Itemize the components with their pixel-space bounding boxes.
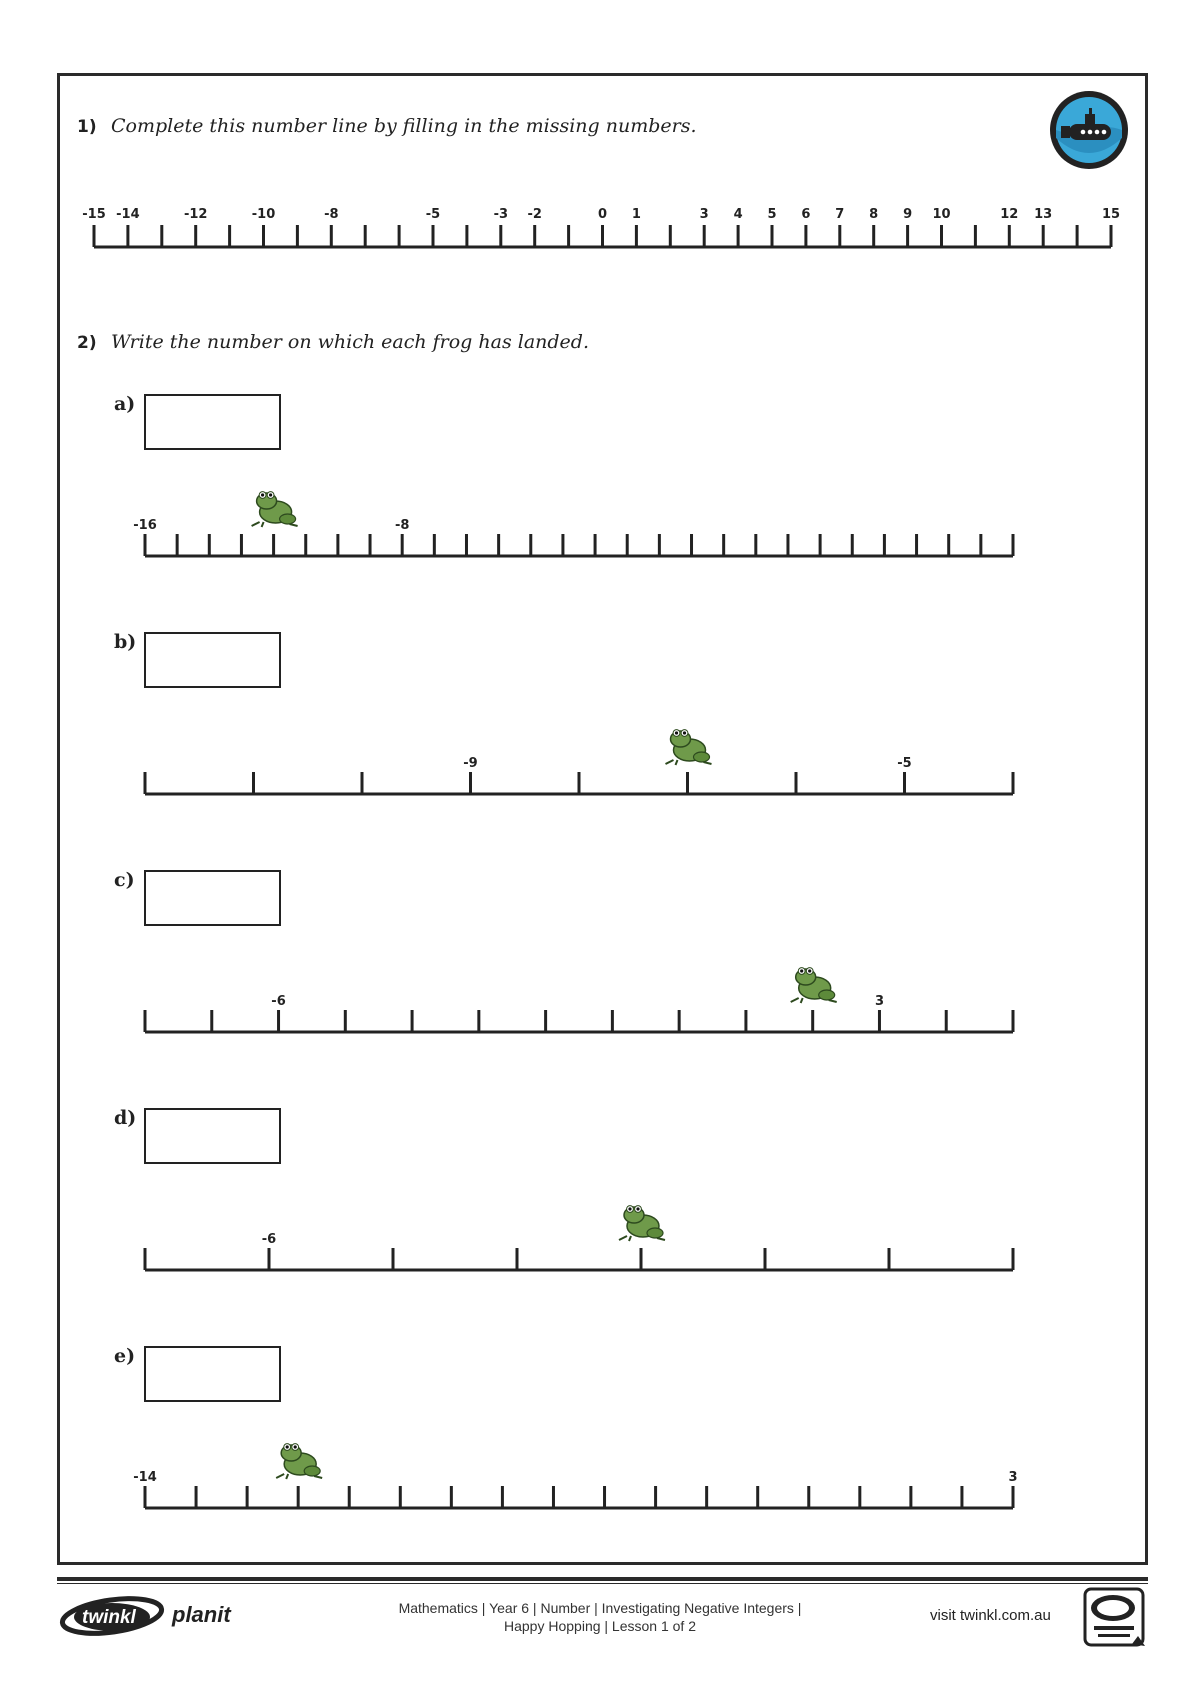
frog-icon bbox=[666, 730, 712, 765]
part-b-label: b) bbox=[114, 631, 137, 653]
part-d-label: d) bbox=[114, 1107, 137, 1129]
frog-number-line-e bbox=[133, 1444, 1017, 1508]
number-line-label: 9 bbox=[903, 207, 913, 222]
number-line-label: -15 bbox=[82, 207, 106, 222]
number-line-label: -8 bbox=[324, 207, 339, 222]
number-line-label: 1 bbox=[631, 207, 641, 222]
number-line-label: -6 bbox=[271, 994, 286, 1009]
number-line-label: 3 bbox=[1008, 1470, 1018, 1485]
number-line-label: 12 bbox=[1000, 207, 1019, 222]
part-e-label: e) bbox=[114, 1345, 136, 1367]
number-line-label: -5 bbox=[425, 207, 441, 222]
number-line-label: -9 bbox=[463, 756, 478, 771]
number-line-label: -14 bbox=[116, 207, 140, 222]
number-line-label: 3 bbox=[874, 994, 884, 1009]
number-line-label: -8 bbox=[394, 518, 410, 533]
number-line-label: 4 bbox=[733, 207, 743, 222]
number-line-label: -2 bbox=[527, 207, 542, 222]
question-1-number: 1) bbox=[77, 117, 97, 137]
part-a-label: a) bbox=[114, 393, 136, 415]
number-line-label: -10 bbox=[251, 207, 276, 222]
footer-line-1: Mathematics | Year 6 | Number | Investigating Negative Integers | bbox=[398, 1600, 802, 1616]
frog-icon bbox=[619, 1206, 665, 1241]
number-line-label: -6 bbox=[261, 1232, 277, 1247]
part-c-label: c) bbox=[114, 869, 135, 891]
footer-description bbox=[300, 1599, 900, 1635]
number-line-label: 7 bbox=[835, 207, 845, 222]
number-line-label: -3 bbox=[493, 207, 509, 222]
number-line-label: 15 bbox=[1101, 207, 1121, 222]
frog-icon bbox=[276, 1444, 322, 1479]
number-line-label: 10 bbox=[932, 207, 951, 222]
number-line-label: -14 bbox=[133, 1470, 157, 1485]
planit-logo: planit bbox=[172, 1602, 231, 1627]
frog-icon bbox=[252, 492, 298, 527]
number-line-label: 3 bbox=[699, 207, 709, 222]
svg-text:twinkl: twinkl bbox=[82, 1607, 136, 1628]
question-2-text: Write the number on which each frog has landed. bbox=[111, 331, 589, 353]
frog-number-line-b bbox=[145, 730, 1013, 794]
twinkl-logo bbox=[58, 1592, 170, 1640]
footer-rule-thin bbox=[57, 1583, 1148, 1584]
number-line-label: 13 bbox=[1034, 207, 1053, 222]
footer-rule bbox=[57, 1577, 1148, 1581]
footer-visit-link[interactable]: visit twinkl.com.au bbox=[930, 1607, 1051, 1624]
number-line-label: -5 bbox=[897, 756, 912, 771]
quality-standard-icon bbox=[1082, 1586, 1148, 1650]
number-line-label: 5 bbox=[767, 207, 777, 222]
frog-icon bbox=[791, 968, 837, 1003]
number-line-label: -12 bbox=[183, 207, 208, 222]
frog-number-line-d bbox=[145, 1206, 1013, 1270]
frog-number-line-c bbox=[145, 968, 1013, 1032]
number-line-label: 0 bbox=[597, 207, 608, 222]
question-1-text: Complete this number line by filling in the missing numbers. bbox=[111, 115, 697, 137]
question-2-number: 2) bbox=[77, 333, 97, 353]
frog-number-line-a bbox=[133, 492, 1013, 556]
footer-line-2: Happy Hopping | Lesson 1 of 2 bbox=[504, 1618, 696, 1634]
number-line-label: 6 bbox=[801, 207, 811, 222]
number-line-label: 8 bbox=[869, 207, 879, 222]
number-line-label: -16 bbox=[133, 518, 157, 533]
